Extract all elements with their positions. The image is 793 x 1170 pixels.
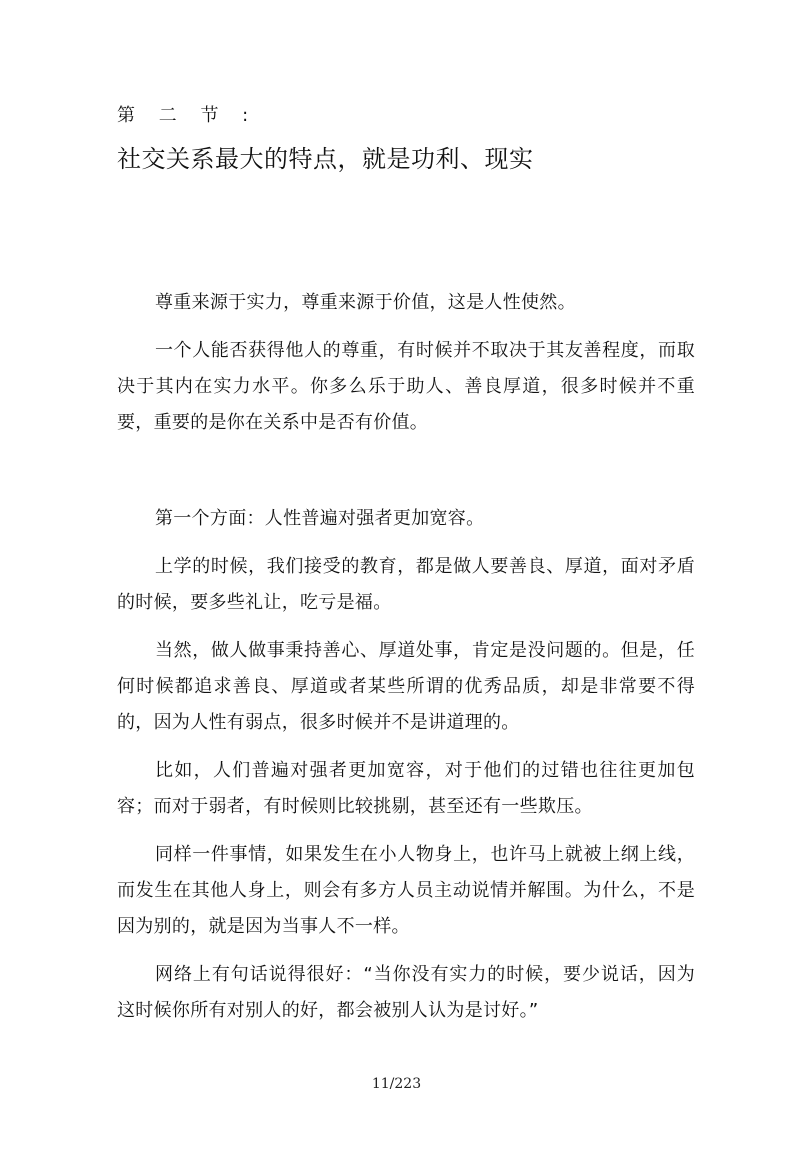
paragraph-1: 尊重来源于实力，尊重来源于价值，这是人性使然。 [155,292,576,313]
paragraph-4: 上学的时候，我们接受的教育，都是做人要善良、厚道，面对矛盾的时候，要多些礼让，吃亏是福。 [117,556,695,613]
page-number: 11/223 [371,1076,422,1092]
paragraph-6: 比如，人们普遍对强者更加宽容，对于他们的过错也往往更加包容；而对于弱者，有时候则比较挑剔，甚至还有一些欺压。 [117,760,695,817]
paragraph-7: 同样一件事情，如果发生在小人物身上，也许马上就被上纲上线，而发生在其他人身上，则会有多方人员主动说情并解围。为什么，不是因为别的，就是因为当事人不一样。 [117,844,695,937]
paragraph-5: 当然，做人做事秉持善心、厚道处事，肯定是没问题的。但是，任何时候都追求善良、厚道或者某些所谓的优秀品质，却是非常要不得的，因为人性有弱点，很多时候并不是讲道理的。 [117,640,695,733]
body-text [117,285,695,1029]
section-label: 第 二 节 : [117,105,258,126]
paragraph-3: 第一个方面：人性普遍对强者更加宽容。 [155,508,485,529]
paragraph-8: 网络上有句话说得很好：“当你没有实力的时候，要少说话，因为这时候你所有对别人的好，都会被别人认为是讨好。” [117,964,695,1021]
paragraph-2: 一个人能否获得他人的尊重，有时候并不取决于其友善程度，而取决于其内在实力水平。你多么乐于助人、善良厚道，很多时候并不重要，重要的是你在关系中是否有价值。 [117,340,695,433]
section-title: 社交关系最大的特点，就是功利、现实 [117,145,534,173]
